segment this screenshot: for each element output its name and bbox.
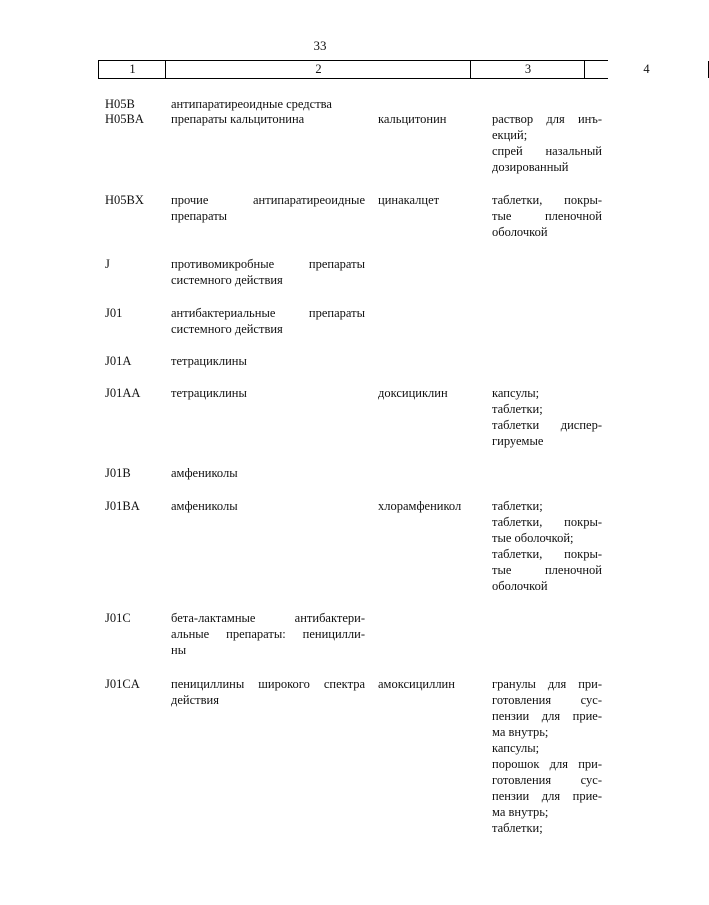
column-header-3: 3 [470, 61, 585, 78]
dosage-form-line: оболочкой [492, 225, 548, 239]
drug-name: цинакалцет [378, 193, 440, 207]
dosage-form [492, 385, 602, 449]
group-name-line: препараты кальцитонина [171, 112, 305, 126]
group-name-line: противомикробные препараты [171, 257, 365, 271]
table-header [98, 60, 650, 79]
dosage-form [492, 111, 602, 175]
dosage-form-line: пензии для прие- [492, 709, 602, 723]
dosage-form-line: капсулы; [492, 741, 540, 755]
dosage-form-line: раствор для инъ- [492, 112, 602, 126]
dosage-form-line: ма внутрь; [492, 805, 549, 819]
atc-code: J01A [105, 354, 132, 368]
group-name-line: тетрациклины [171, 354, 247, 368]
atc-code: J01 [105, 306, 123, 320]
atc-code: J01CA [105, 677, 140, 691]
group-name [171, 96, 365, 112]
group-name-line: амфениколы [171, 499, 238, 513]
dosage-form-line: дозированный [492, 160, 569, 174]
group-name [171, 111, 365, 127]
atc-code: J01BA [105, 499, 140, 513]
atc-code: H05B [105, 97, 135, 111]
dosage-form-line: тые оболочкой; [492, 531, 574, 545]
dosage-form-line: ма внутрь; [492, 725, 549, 739]
group-name [171, 353, 365, 369]
dosage-form-line: таблетки; [492, 499, 543, 513]
group-name [171, 192, 365, 224]
drug-name: хлорамфеникол [378, 499, 462, 513]
group-name-line: пенициллины широкого спектра [171, 677, 365, 691]
group-name-line: альные препараты: пеницилли- [171, 627, 365, 641]
drug-name: кальцитонин [378, 112, 447, 126]
dosage-form-line: тые пленочной [492, 563, 602, 577]
dosage-form-line: екций; [492, 128, 528, 142]
dosage-form-line: спрей назальный [492, 144, 602, 158]
group-name-line: действия [171, 693, 219, 707]
group-name-line: антибактериальные препараты [171, 306, 365, 320]
drug-name: доксициклин [378, 386, 448, 400]
atc-code: J01C [105, 611, 131, 625]
dosage-form-line: готовления сус- [492, 773, 602, 787]
drug-name: амоксициллин [378, 677, 455, 691]
dosage-form-line: оболочкой [492, 579, 548, 593]
dosage-form-line: капсулы; [492, 386, 540, 400]
dosage-form-line: таблетки; [492, 821, 543, 835]
group-name-line: антипаратиреоидные средства [171, 97, 332, 111]
group-name-line: амфениколы [171, 466, 238, 480]
dosage-form-line: готовления сус- [492, 693, 602, 707]
dosage-form-line: гируемые [492, 434, 544, 448]
column-header-2: 2 [165, 61, 471, 78]
atc-code: J01AA [105, 386, 141, 400]
dosage-form-line: таблетки, покры- [492, 547, 602, 561]
atc-code: J01B [105, 466, 131, 480]
group-name-line: тетрациклины [171, 386, 247, 400]
group-name-line: прочие антипаратиреоидные [171, 193, 365, 207]
dosage-form-line: тые пленочной [492, 209, 602, 223]
group-name [171, 498, 365, 514]
dosage-form-line: пензии для прие- [492, 789, 602, 803]
group-name-line: препараты [171, 209, 228, 223]
dosage-form-line: таблетки, покры- [492, 193, 602, 207]
page-number: 33 [313, 38, 327, 53]
group-name [171, 256, 365, 288]
dosage-form-line: таблетки; [492, 402, 543, 416]
dosage-form-line: порошок для при- [492, 757, 602, 771]
group-name-line: бета-лактамные антибактери- [171, 611, 365, 625]
group-name [171, 385, 365, 401]
column-header-4: 4 [584, 61, 709, 78]
group-name-line: ны [171, 643, 187, 657]
group-name [171, 676, 365, 708]
dosage-form-line: таблетки, покры- [492, 515, 602, 529]
dosage-form [492, 192, 602, 240]
group-name-line: системного действия [171, 273, 283, 287]
dosage-form-line: таблетки диспер- [492, 418, 602, 432]
atc-code: H05BX [105, 193, 144, 207]
atc-code: H05BA [105, 112, 144, 126]
dosage-form-line: гранулы для при- [492, 677, 602, 691]
column-header-1: 1 [98, 61, 166, 78]
group-name [171, 610, 365, 658]
dosage-form [492, 676, 602, 836]
group-name-line: системного действия [171, 322, 283, 336]
group-name [171, 465, 365, 481]
group-name [171, 305, 365, 337]
atc-code: J [105, 257, 110, 271]
dosage-form [492, 498, 602, 594]
